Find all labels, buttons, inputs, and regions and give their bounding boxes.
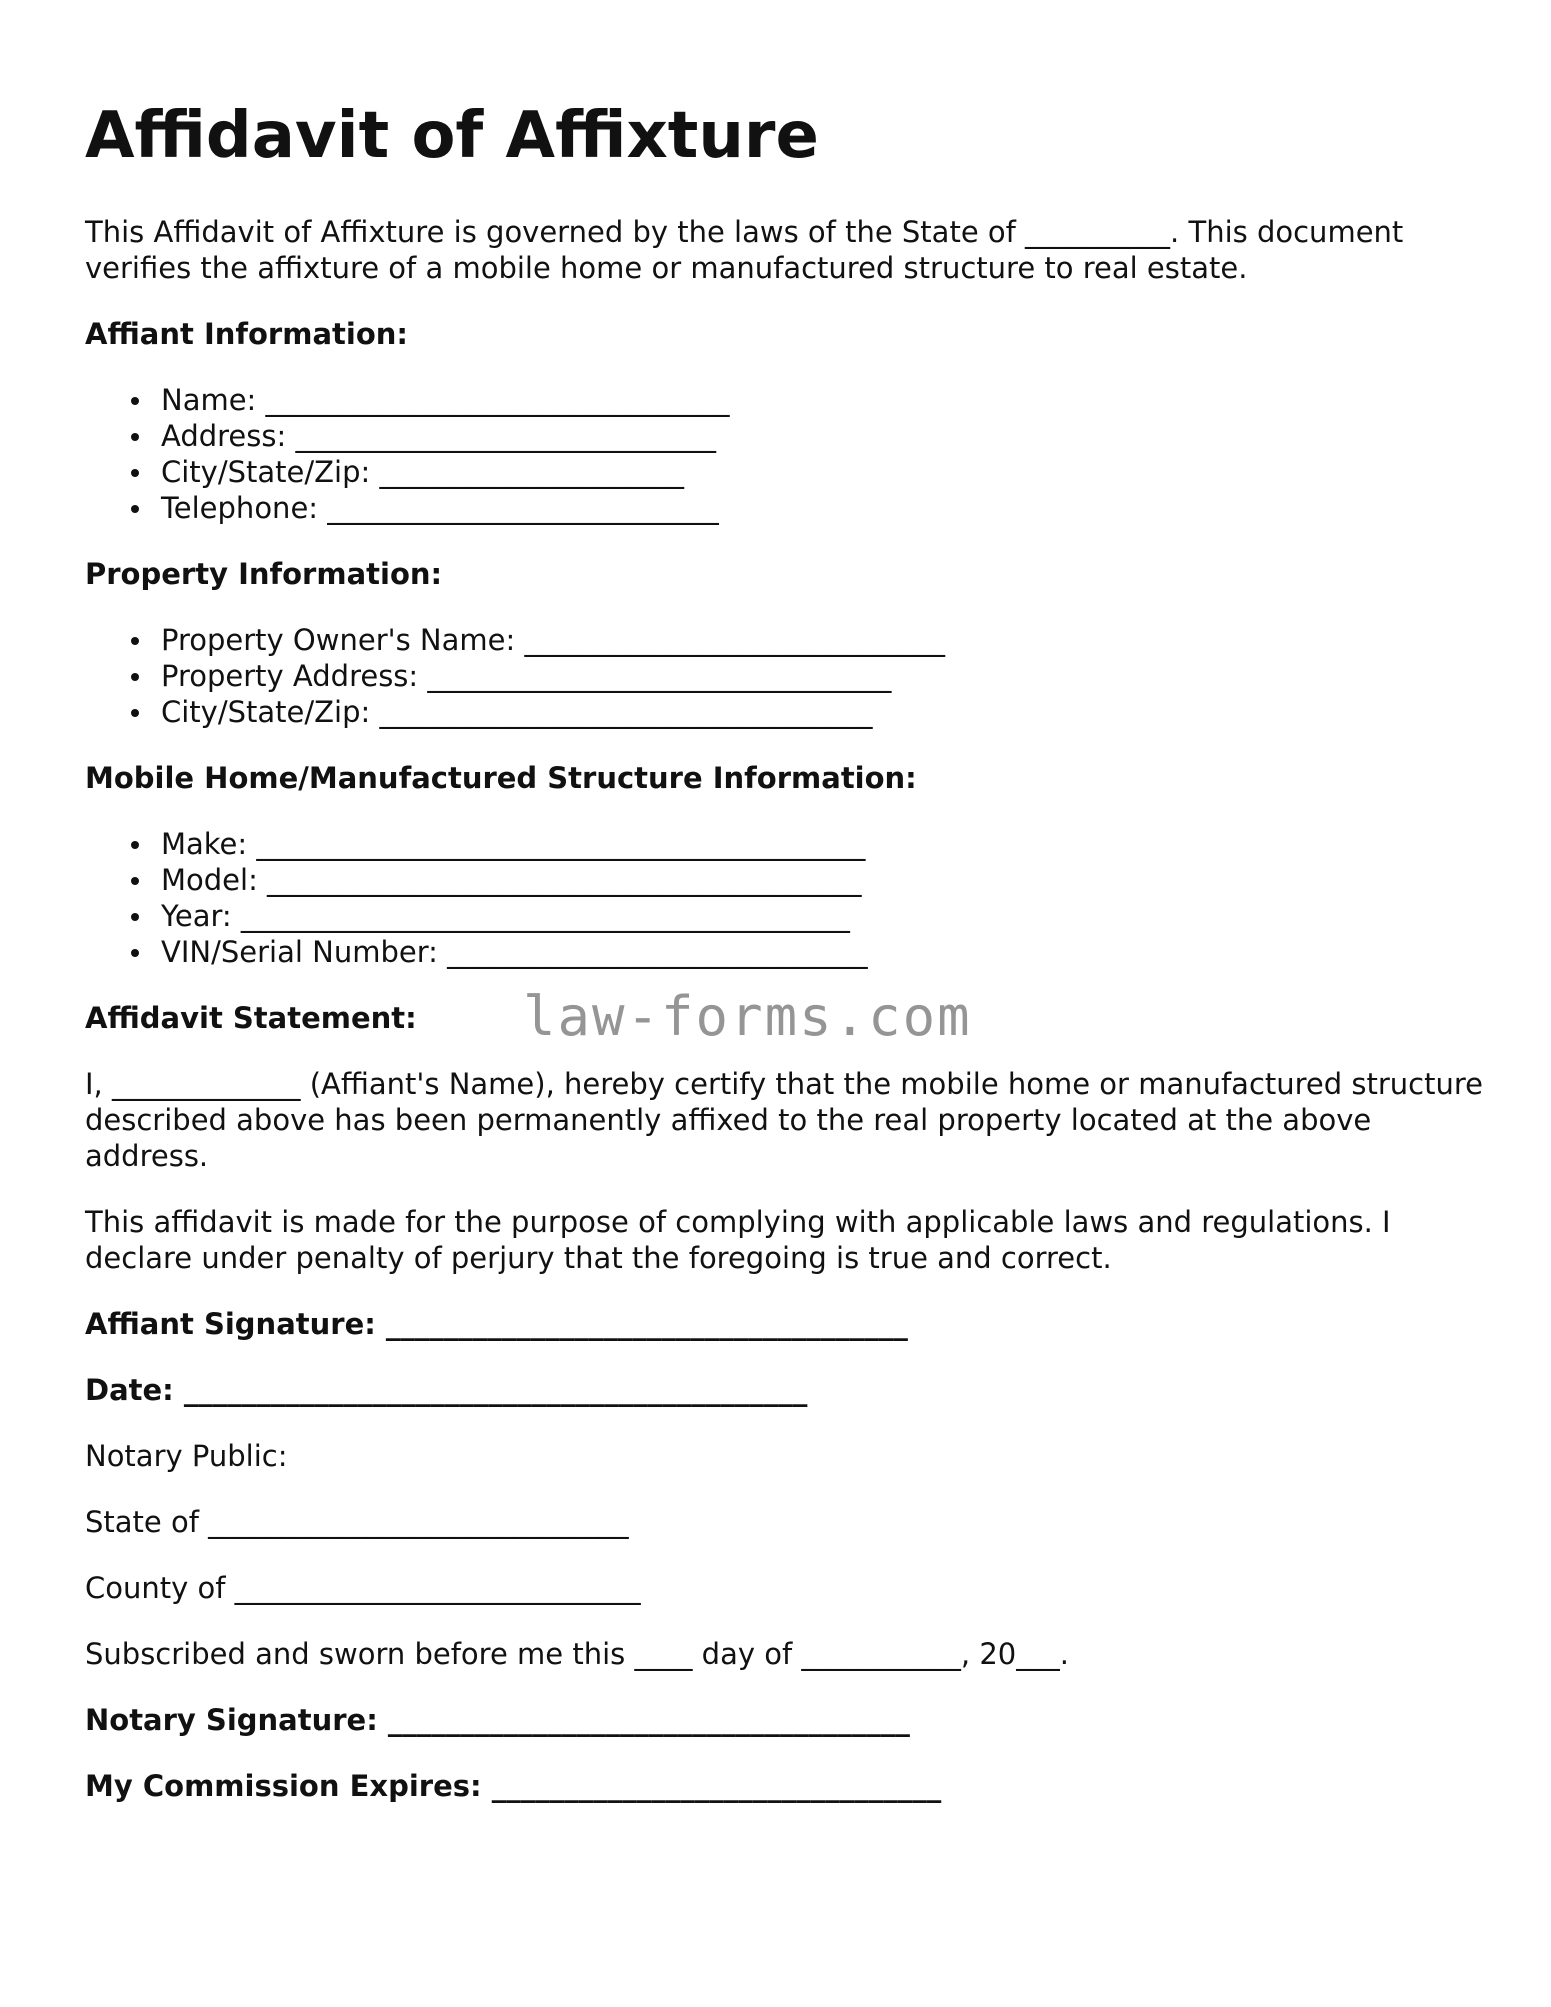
- affiant-signature-line: Affiant Signature: ____________________________________: [85, 1306, 908, 1341]
- affiant-city-state-zip-field: City/State/Zip: _____________________: [161, 454, 1485, 490]
- statement-paragraph-2: This affidavit is made for the purpose of complying with applicable laws and regulations. I declare under penalty of perjury that the foregoing is true and correct.: [85, 1204, 1391, 1275]
- structure-fields: [85, 826, 1485, 970]
- notary-signature-line: Notary Signature: ____________________________________: [85, 1702, 910, 1737]
- statement-heading: Affidavit Statement:: [85, 1000, 417, 1035]
- property-address-field: Property Address: ________________________________: [161, 658, 1485, 694]
- structure-year-field: Year: __________________________________________: [161, 898, 1485, 934]
- document-title: Affidavit of Affixture: [85, 99, 819, 173]
- property-owner-field: Property Owner's Name: _____________________________: [161, 622, 1485, 658]
- watermark: law-forms.com: [523, 985, 972, 1048]
- date-line: Date: ___________________________________________: [85, 1372, 808, 1407]
- structure-heading: Mobile Home/Manufactured Structure Information:: [85, 760, 917, 795]
- affiant-address-field: Address: _____________________________: [161, 418, 1485, 454]
- affiant-name-field: Name: ________________________________: [161, 382, 1485, 418]
- intro-paragraph: This Affidavit of Affixture is governed by the laws of the State of __________. This document verifies the affixture of a mobile home or manufactured structure to real estate.: [85, 214, 1404, 285]
- affiant-fields: [85, 382, 1485, 526]
- structure-make-field: Make: __________________________________________: [161, 826, 1485, 862]
- property-city-state-zip-field: City/State/Zip: __________________________________: [161, 694, 1485, 730]
- property-heading: Property Information:: [85, 556, 443, 591]
- statement-paragraph-1: I, _____________ (Affiant's Name), hereby certify that the mobile home or manufactured structure described above has been permanently affixed to the real property located at the above address.: [85, 1066, 1484, 1173]
- structure-vin-field: VIN/Serial Number: _____________________________: [161, 934, 1485, 970]
- notary-public-label: Notary Public:: [85, 1438, 288, 1473]
- property-fields: [85, 622, 1485, 730]
- state-of-line: State of _____________________________: [85, 1504, 629, 1539]
- affiant-telephone-field: Telephone: ___________________________: [161, 490, 1485, 526]
- county-of-line: County of ____________________________: [85, 1570, 641, 1605]
- structure-model-field: Model: _________________________________________: [161, 862, 1485, 898]
- subscribed-line: Subscribed and sworn before me this ____ day of ___________, 20___.: [85, 1636, 1069, 1671]
- document-page: [85, 100, 1485, 1834]
- commission-expires-line: My Commission Expires: _______________________________: [85, 1768, 942, 1803]
- affiant-heading: Affiant Information:: [85, 316, 408, 351]
